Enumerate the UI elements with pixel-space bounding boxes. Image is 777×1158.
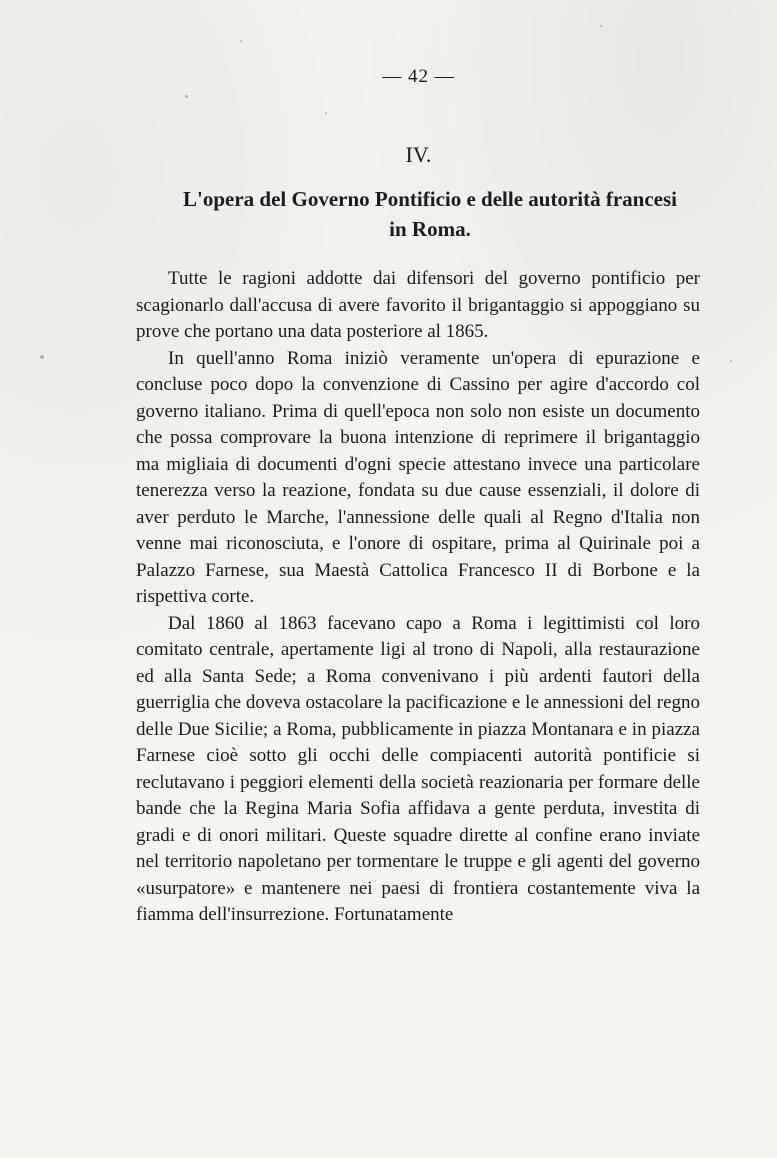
paragraph-3: Dal 1860 al 1863 facevano capo a Roma i legittimisti col loro comitato centrale, apertamente ligi al trono di Napoli, alla restaurazione ed alla Santa Sede; a Roma convenivano i più ardenti fautori della guerriglia che doveva ostacolare la pacificazione e le annessioni del regno delle Due Sicilie; a Roma, pubblicamente in piazza Montanara e in piazza Farnese cioè sotto gli occhi delle compiacenti autorità pontificie si reclutavano i peggiori elementi della società reazionaria per formare delle bande che la Regina Maria Sofia affidava a gente perduta, investita di gradi e di onori militari. Queste squadre dirette al confine erano inviate nel territorio napoletano per tormentare le truppe e gli agenti del governo «usurpatore» e mantenere nei paesi di frontiera costantemente viva la fiamma dell'insurrezione. Fortunatamente (136, 612, 700, 925)
scan-speckle (730, 360, 732, 362)
scan-speckle (185, 95, 188, 98)
chapter-title (140, 184, 720, 244)
body-text (136, 266, 700, 929)
paragraph-1: Tutte le ragioni addotte dai difensori del governo pontificio per scagionarlo dall'accusa di avere favorito il brigantaggio si appoggiano su prove che portano una data posteriore al 1865. (136, 268, 700, 342)
chapter-title-line-1: L'opera del Governo Pontificio e delle autorità francesi (183, 187, 677, 211)
scan-speckle (240, 40, 242, 42)
chapter-title-line-2: in Roma. (389, 217, 471, 241)
chapter-number: IV. (405, 142, 432, 167)
scan-speckle (325, 112, 327, 114)
page-number: — 42 — (382, 66, 455, 87)
scan-speckle (40, 355, 44, 359)
paragraph-2: In quell'anno Roma iniziò veramente un'opera di epurazione e concluse poco dopo la convenzione di Cassino per agire d'accordo col governo italiano. Prima di quell'epoca non solo non esiste un documento che possa comprovare la buona intenzione di reprimere il brigantaggio ma migliaia di documenti d'ogni specie attestano invece una particolare tenerezza verso la reazione, fondata su due cause essenziali, il dolore di aver perduto le Marche, l'annessione delle quali al Regno d'Italia non venne mai riconosciuta, e l'onore di ospitare, prima al Quirinale poi a Palazzo Farnese, sua Maestà Cattolica Francesco II di Borbone e la rispettiva corte. (136, 347, 700, 607)
scan-speckle (600, 25, 602, 27)
